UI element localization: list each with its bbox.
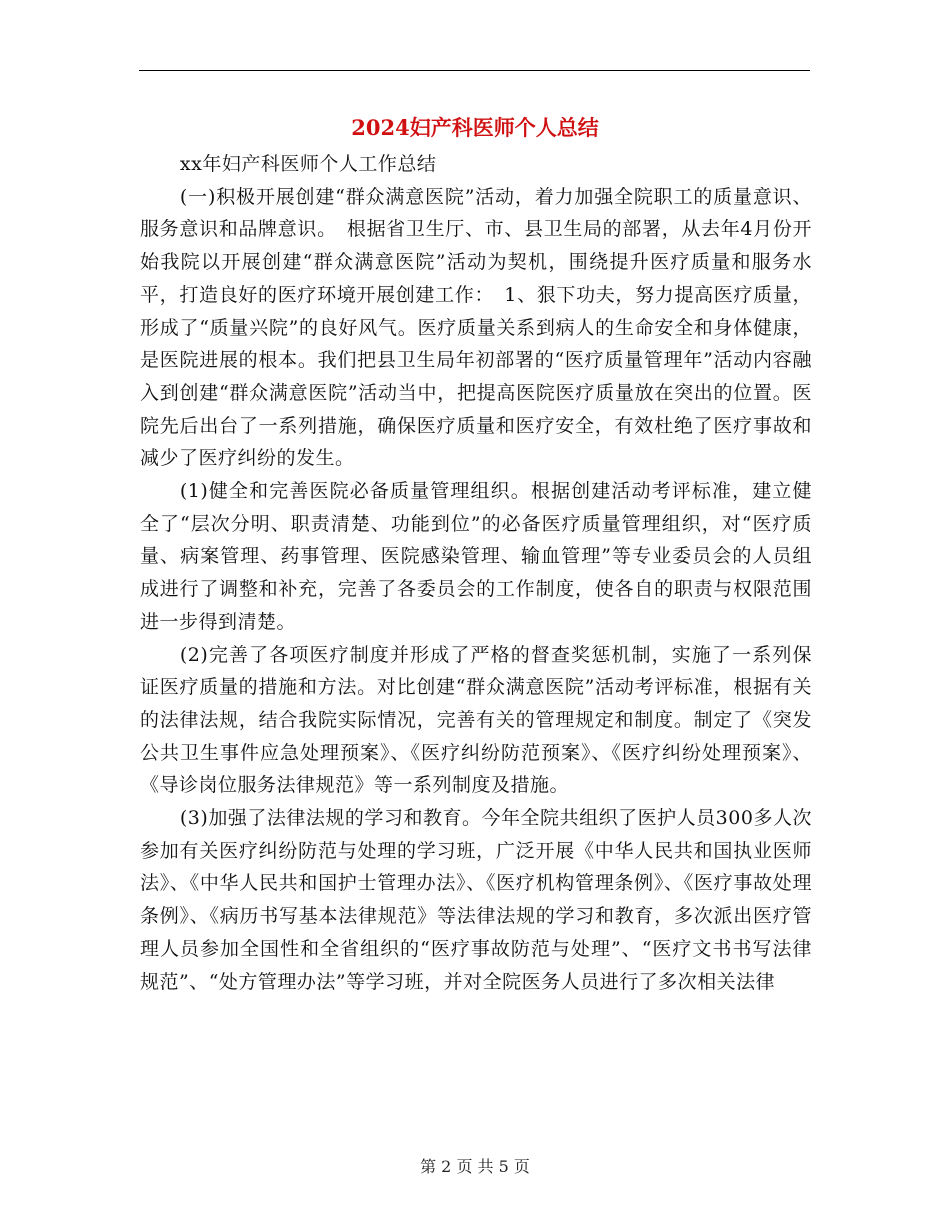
subtitle-line: xx年妇产科医师个人工作总结 [179,153,437,175]
paragraph-2: (1)健全和完善医院必备质量管理组织。根据创建活动考评标准，建立健全了“层次分明、职责清楚、功能到位”的必备医疗质量管理组织，对“医疗质量、病案管理、药事管理、医院感染管理、输血管理”等专业委员会的人员组成进行了调整和补充，完善了各委员会的工作制度，使各自的职责与权限范围进一步得到清楚。 [140,480,812,633]
document-body [140,148,812,998]
document-title: 2024妇产科医师个人总结 [351,115,599,140]
paragraph-4: (3)加强了法律法规的学习和教育。今年全院共组织了医护人员300多人次参加有关医疗纠纷防范与处理的学习班，广泛开展《中华人民共和国执业医师法》、《中华人民共和国护士管理办法》、《医疗机构管理条例》、《医疗事故处理条例》、《病历书写基本法律规范》等法律法规的学习和教育，多次派出医疗管理人员参加全国性和全省组织的“医疗事故防范与处理”、“医疗文书书写法律规范”、“处方管理办法”等学习班，并对全院医务人员进行了多次相关法律 [140,807,812,993]
paragraph-3: (2)完善了各项医疗制度并形成了严格的督查奖惩机制，实施了一系列保证医疗质量的措施和方法。对比创建“群众满意医院”活动考评标准，根据有关的法律法规，结合我院实际情况，完善有关的管理规定和制度。制定了《突发公共卫生事件应急处理预案》、《医疗纠纷防范预案》、《医疗纠纷处理预案》、《导诊岗位服务法律规范》等一系列制度及措施。 [140,643,812,797]
page-number-footer: 第 2 页 共 5 页 [420,1157,530,1176]
paragraph-1: (一)积极开展创建“群众满意医院”活动，着力加强全院职工的质量意识、服务意识和品牌意识。 根据省卫生厅、市、县卫生局的部署，从去年4月份开始我院以开展创建“群众满意医院”活动为契机，围绕提升医疗质量和服务水平，打造良好的医疗环境开展创建工作： 1、狠下功夫，努力提高医疗质量，形成了“质量兴院”的良好风气。医疗质量关系到病人的生命安全和身体健康，是医院进展的根本。我们把县卫生局年初部署的“医疗质量管理年”活动内容融入到创建“群众满意医院”活动当中，把提高医院医疗质量放在突出的位置。医院先后出台了一系列措施，确保医疗质量和医疗安全，有效杜绝了医疗事故和减少了医疗纠纷的发生。 [140,185,812,470]
header-rule [139,70,810,71]
